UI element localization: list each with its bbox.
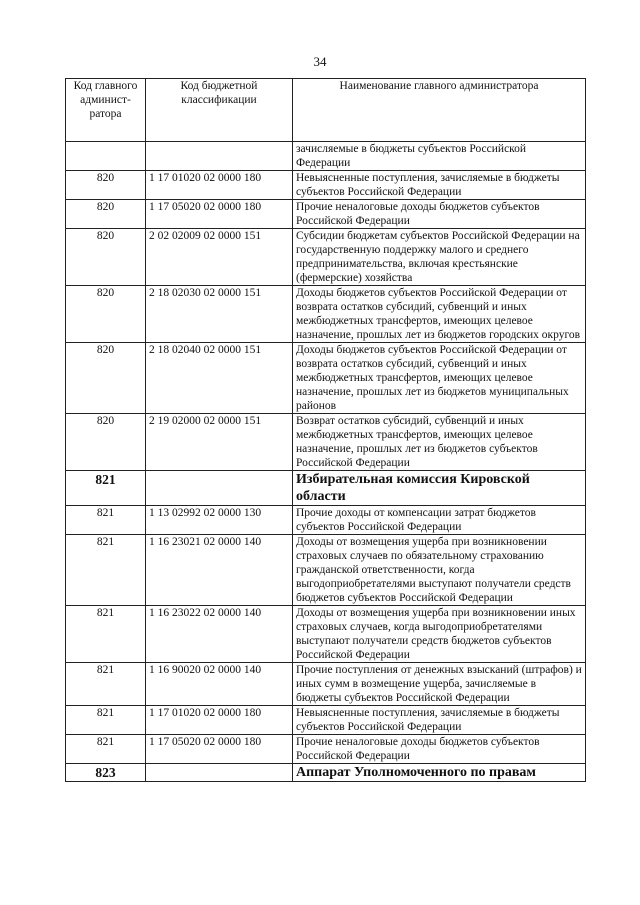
table-header-row [66, 79, 586, 142]
budget-code-cell: 2 19 02000 02 0000 151 [146, 414, 293, 471]
admin-code-cell: 821 [66, 606, 146, 663]
budget-code-cell: 1 16 90020 02 0000 140 [146, 663, 293, 706]
admin-name-cell: Невыясненные поступления, зачисляемые в бюджеты субъектов Российской Федерации [293, 171, 586, 200]
table-row [66, 343, 586, 414]
admin-code-cell: 821 [66, 506, 146, 535]
table-row [66, 606, 586, 663]
admin-section-title: Аппарат Уполномоченного по правам [293, 764, 586, 782]
table-row [66, 706, 586, 735]
admin-name-cell: Доходы от возмещения ущерба при возникновении иных страховых случаев, когда выгодоприобретателями выступают получатели средств бюджетов субъектов Российской Федерации [293, 606, 586, 663]
budget-code-cell: 1 17 05020 02 0000 180 [146, 200, 293, 229]
table-row [66, 171, 586, 200]
admin-name-cell: Субсидии бюджетам субъектов Российской Федерации на государственную поддержку малого и среднего предпринимательства, включая крестьянские (фермерские) хозяйства [293, 229, 586, 286]
admin-name-cell: Прочие поступления от денежных взысканий (штрафов) и иных сумм в возмещение ущерба, зачисляемые в бюджеты субъектов Российской Федерации [293, 663, 586, 706]
header-admin-name: Наименование главного администратора [293, 79, 586, 142]
budget-code-cell: 1 17 01020 02 0000 180 [146, 171, 293, 200]
admin-name-cell: Доходы от возмещения ущерба при возникновении страховых случаев по обязательному страхованию гражданской ответственности, когда выгодоприобретателями выступают получатели средств бюджетов субъектов Российской Федерации [293, 535, 586, 606]
header-admin-code: Код главного админист-ратора [66, 79, 146, 142]
admin-code-cell: 821 [66, 663, 146, 706]
table-row [66, 506, 586, 535]
table-body [66, 142, 586, 782]
admin-code-cell: 820 [66, 286, 146, 343]
admin-code-cell: 820 [66, 343, 146, 414]
admin-name-cell: Прочие неналоговые доходы бюджетов субъектов Российской Федерации [293, 200, 586, 229]
page-number: 34 [313, 54, 327, 69]
admin-code-cell: 821 [66, 735, 146, 764]
table-row [66, 142, 586, 171]
table-row [66, 286, 586, 343]
table-row [66, 471, 586, 506]
admin-name-cell: Доходы бюджетов субъектов Российской Федерации от возврата остатков субсидий, субвенций и иных межбюджетных трансфертов, имеющих целевое назначение, прошлых лет из бюджетов муниципальных районов [293, 343, 586, 414]
budget-classification-table [65, 78, 586, 782]
budget-code-cell [146, 471, 293, 506]
admin-code-cell: 820 [66, 229, 146, 286]
admin-name-cell: Возврат остатков субсидий, субвенций и иных межбюджетных трансфертов, имеющих целевое назначение, прошлых лет из бюджетов субъектов Российской Федерации [293, 414, 586, 471]
budget-code-cell: 1 13 02992 02 0000 130 [146, 506, 293, 535]
table-row [66, 663, 586, 706]
admin-code-cell: 820 [66, 414, 146, 471]
budget-code-cell: 1 16 23021 02 0000 140 [146, 535, 293, 606]
table-row [66, 735, 586, 764]
admin-section-title: Избирательная комиссия Кировской области [293, 471, 586, 506]
table-row [66, 535, 586, 606]
admin-code-cell: 821 [66, 535, 146, 606]
admin-name-cell: Прочие доходы от компенсации затрат бюджетов субъектов Российской Федерации [293, 506, 586, 535]
admin-name-cell: Доходы бюджетов субъектов Российской Федерации от возврата остатков субсидий, субвенций и иных межбюджетных трансфертов, имеющих целевое назначение, прошлых лет из бюджетов городских округов [293, 286, 586, 343]
admin-name-cell: Прочие неналоговые доходы бюджетов субъектов Российской Федерации [293, 735, 586, 764]
budget-code-cell: 1 17 05020 02 0000 180 [146, 735, 293, 764]
admin-code-cell: 820 [66, 171, 146, 200]
table-row [66, 764, 586, 782]
budget-code-cell [146, 142, 293, 171]
budget-code-cell [146, 764, 293, 782]
admin-name-cell: Невыясненные поступления, зачисляемые в бюджеты субъектов Российской Федерации [293, 706, 586, 735]
header-budget-code: Код бюджетной классификации [146, 79, 293, 142]
budget-code-cell: 2 02 02009 02 0000 151 [146, 229, 293, 286]
table-row [66, 414, 586, 471]
budget-code-cell: 2 18 02040 02 0000 151 [146, 343, 293, 414]
budget-code-cell: 1 16 23022 02 0000 140 [146, 606, 293, 663]
admin-code-cell: 821 [66, 471, 146, 506]
admin-name-cell: зачисляемые в бюджеты субъектов Российской Федерации [293, 142, 586, 171]
budget-code-cell: 1 17 01020 02 0000 180 [146, 706, 293, 735]
table-row [66, 229, 586, 286]
table-row [66, 200, 586, 229]
admin-code-cell: 820 [66, 200, 146, 229]
budget-code-cell: 2 18 02030 02 0000 151 [146, 286, 293, 343]
admin-code-cell [66, 142, 146, 171]
admin-code-cell: 821 [66, 706, 146, 735]
admin-code-cell: 823 [66, 764, 146, 782]
